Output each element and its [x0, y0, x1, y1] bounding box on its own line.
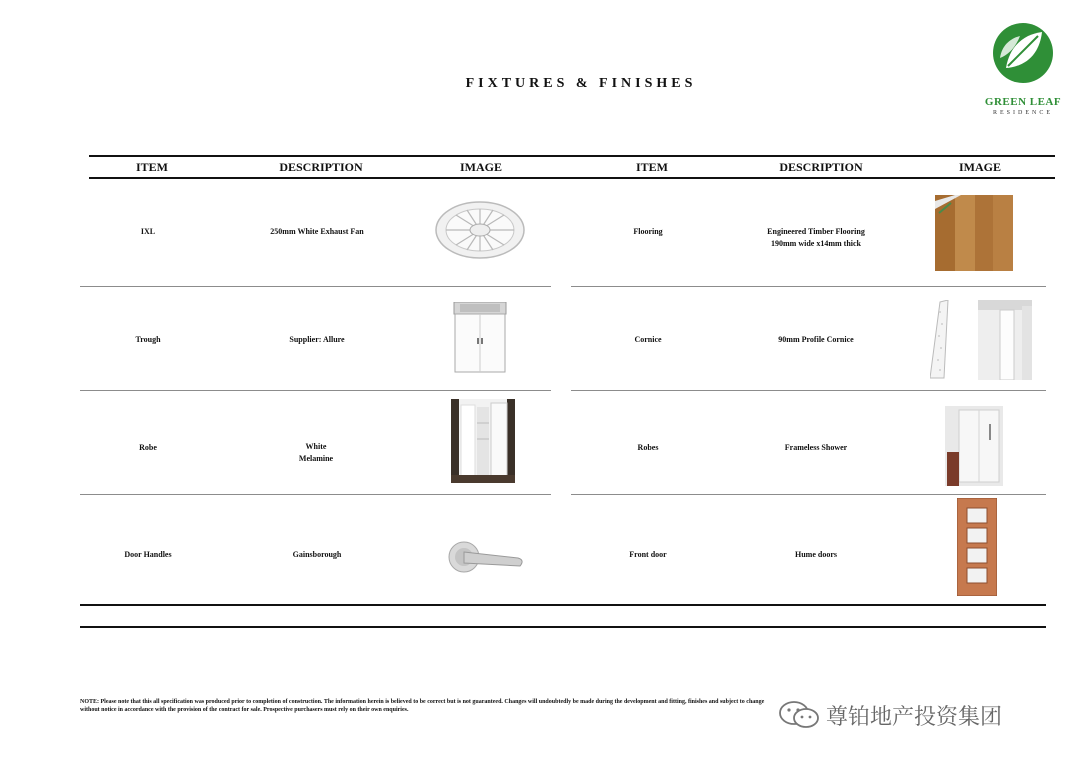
page-title: FIXTURES & FINISHES — [465, 76, 697, 91]
header-description-right: DESCRIPTION — [779, 160, 863, 174]
row-divider — [571, 494, 1046, 495]
door-handle-image — [448, 538, 526, 576]
row2-right-description: 90mm Profile Cornice — [778, 335, 854, 344]
row1-left-description: 250mm White Exhaust Fan — [270, 227, 364, 236]
frameless-shower-image — [945, 406, 1003, 486]
header-description-left: DESCRIPTION — [279, 160, 363, 174]
robe-image — [451, 399, 515, 483]
table-top-rule — [89, 155, 1055, 157]
row3-left-item: Robe — [139, 443, 157, 452]
brand-subtitle: RESIDENCE — [993, 110, 1053, 116]
header-item-left: ITEM — [135, 160, 169, 174]
row4-left-description: Gainsborough — [292, 550, 342, 559]
row3-right-description: Frameless Shower — [784, 443, 848, 452]
cornice-image — [930, 300, 1032, 380]
footer-rule — [80, 626, 1046, 628]
watermark — [778, 698, 1002, 732]
row4-left-item: Door Handles — [124, 550, 172, 559]
row3-left-description — [299, 441, 333, 465]
row1-right-item: Flooring — [633, 227, 663, 236]
front-door-image — [957, 498, 997, 596]
brand-logo — [978, 22, 1068, 116]
brand-name: GREEN LEAF — [984, 96, 1062, 108]
row1-right-description-line1: Engineered Timber Flooring — [767, 227, 865, 236]
header-item-right: ITEM — [635, 160, 669, 174]
header-image-right: IMAGE — [959, 160, 1001, 174]
leaf-logo-icon — [992, 22, 1054, 84]
row3-left-description-line1: White — [305, 442, 327, 451]
row1-right-description-line2: 190mm wide x14mm thick — [770, 239, 861, 248]
row-divider — [571, 390, 1046, 391]
row-divider — [80, 286, 551, 287]
timber-flooring-image — [935, 195, 1013, 271]
row2-left-description: Supplier: Allure — [289, 335, 345, 344]
row3-right-item: Robes — [637, 443, 659, 452]
row1-left-item: IXL — [140, 227, 156, 236]
row3-left-description-line2: Melamine — [298, 454, 334, 463]
row4-right-description: Hume doors — [795, 550, 837, 559]
wechat-icon — [778, 700, 820, 730]
laundry-trough-image — [452, 302, 508, 374]
row4-right-item: Front door — [629, 550, 667, 559]
row2-left-item: Trough — [135, 335, 161, 344]
row2-right-item: Cornice — [634, 335, 662, 344]
row-divider — [80, 390, 551, 391]
header-bottom-rule — [89, 177, 1055, 179]
disclaimer-note: NOTE: Please note that this all specification was produced prior to completion of construction. The information herein is believed to be correct but is not guaranteed. Changes will undoubtedly be made during the development and fitting, finishes and subject to change without notice in accordance with the provision of the contract for sale. Prospective purchasers must rely on their own enquiries. — [80, 699, 765, 713]
watermark-text: 尊铂地产投资集团 — [826, 704, 1003, 730]
table-bottom-rule — [80, 604, 1046, 606]
row-divider — [571, 286, 1046, 287]
exhaust-fan-image — [434, 200, 526, 260]
header-image-left: IMAGE — [460, 160, 502, 174]
row1-right-description — [767, 226, 865, 250]
row-divider — [80, 494, 551, 495]
